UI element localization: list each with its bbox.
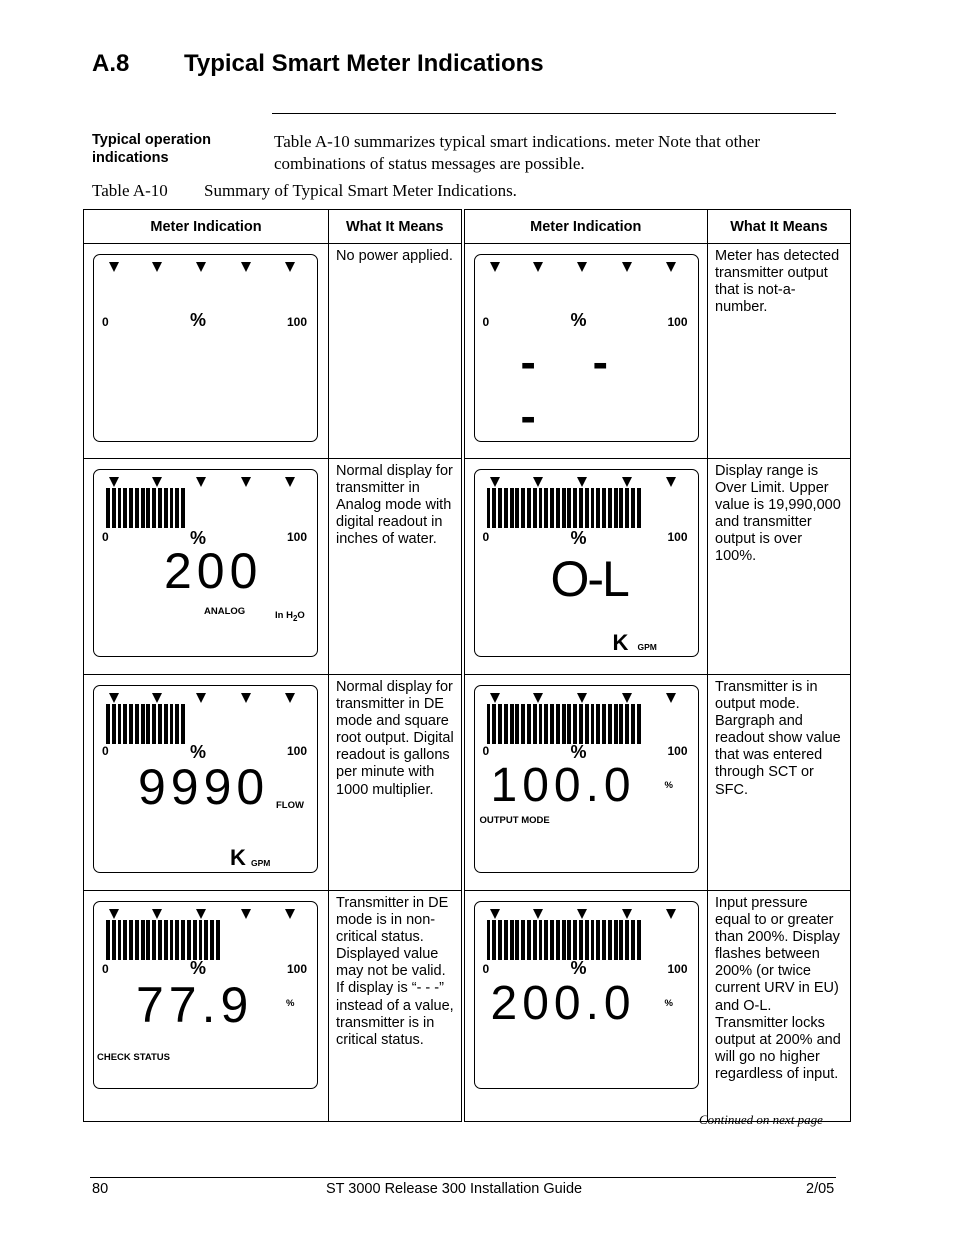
bargraph [487,488,643,528]
meter-indication-cell [463,244,708,459]
indicator-triangle-icon [152,477,162,487]
bargraph-segment [614,920,618,960]
meaning-cell: Transmitter in DE mode is in non-critical status. Displayed value may not be valid. If display is “- - -” instead of a value, transmitter is in critical status. [329,891,463,1122]
bargraph-segment [539,920,543,960]
bargraph-segment [492,920,496,960]
bargraph-segment [187,920,191,960]
indicator-triangle-icon [241,477,251,487]
mode-label: ANALOG [204,606,246,617]
header-meter-indication: Meter Indication [463,210,708,244]
indicator-triangle-icon [241,693,251,703]
bargraph-segment [527,488,531,528]
bargraph-segment [544,704,548,744]
header-what-it-means: What It Means [329,210,463,244]
bargraph-segment [492,704,496,744]
percent-sign: % [570,310,587,330]
meaning-cell: No power applied. [329,244,463,459]
indicator-triangle-icon [109,262,119,272]
scale-max: 100 [287,962,308,976]
table-row [84,675,851,891]
bargraph-segment [533,488,537,528]
bargraph-segment [141,920,145,960]
bargraph-segment [181,704,185,744]
indicator-triangle-icon [666,909,676,919]
bargraph-segment [637,704,641,744]
bargraph-segment [135,488,139,528]
indicator-triangle-icon [241,262,251,272]
lcd-readout: 9990 [138,759,270,815]
bargraph-segment [181,920,185,960]
bargraph-segment [602,488,606,528]
indicator-triangle-icon [622,693,632,703]
divider-rule [272,113,836,114]
bargraph-segment [550,920,554,960]
bargraph-segment [544,920,548,960]
bargraph-segment [596,704,600,744]
scale-max: 100 [667,962,688,976]
unit-label: GPM [251,858,271,868]
bargraph-segment [504,704,508,744]
bargraph-segment [498,920,502,960]
bargraph-segment [498,488,502,528]
header-meter-indication: Meter Indication [84,210,329,244]
bargraph-segment [106,488,110,528]
side-label: Typical operation indications [92,132,211,166]
meter-indication-cell [463,459,708,675]
bargraph-segment [619,488,623,528]
lcd-display-output-mode [474,685,699,873]
bargraph-segment [602,920,606,960]
intro-paragraph: Table A-10 summarizes typical smart indications. meter Note that other combinations of status messages are possible. [274,132,761,173]
bargraph-segment [510,704,514,744]
bargraph-segment [614,704,618,744]
bargraph-segment [585,488,589,528]
indicator-triangle-icon [152,693,162,703]
bargraph-segment [637,488,641,528]
meaning-cell: Normal display for transmitter in DE mode and square root output. Digital readout is gallons per minute with 1000 multiplier. [329,675,463,891]
bargraph-segment [515,920,519,960]
bargraph-segment [487,488,491,528]
footer-date: 2/05 [806,1181,835,1197]
bargraph-segment [608,488,612,528]
table-caption-number: Table A-10 [92,181,168,200]
section-number: A.8 [92,50,130,77]
bargraph-segment [533,920,537,960]
indicator-triangle-icon [622,262,632,272]
bargraph-segment [210,920,214,960]
bargraph-segment [118,704,122,744]
bargraph-segment [170,704,174,744]
bargraph-segment [556,488,560,528]
bargraph-segment [562,704,566,744]
lcd-readout: 200 [164,543,263,599]
indicator-triangle-icon [285,477,295,487]
lcd-display-flow [93,685,318,873]
bargraph-segment [614,488,618,528]
bargraph-segment [579,920,583,960]
bargraph-segment [164,488,168,528]
bargraph-segment [123,704,127,744]
scale-max: 100 [667,744,688,758]
table-caption [92,181,517,201]
bargraph-segment [498,704,502,744]
indicator-triangle-icon [533,477,543,487]
bargraph-segment [204,920,208,960]
bargraph-segment [562,920,566,960]
indicator-triangle-icon [490,262,500,272]
scale-max: 100 [287,744,308,758]
unit-label: GPM [637,642,657,652]
scale-min: 0 [102,962,109,976]
meter-indication-cell [84,244,329,459]
bargraph-segment [158,704,162,744]
bargraph-segment [591,488,595,528]
lcd-readout: O-L [550,551,628,607]
meter-indication-cell [463,675,708,891]
bargraph-segment [596,920,600,960]
scale-max: 100 [287,315,308,329]
table-row [84,244,851,459]
bargraph-segment [123,488,127,528]
footer-page-number: 80 [92,1181,109,1197]
table-header-row [84,210,851,244]
bargraph-segment [141,488,145,528]
bargraph-segment [550,488,554,528]
percent-sign: % [190,528,207,548]
scale-min: 0 [482,315,490,329]
continued-note: Continued on next page [699,1112,823,1127]
meter-indication-cell [84,459,329,675]
bargraph-segment [135,920,139,960]
indicator-triangle-icon [577,693,587,703]
percent-sign: % [570,528,587,548]
bargraph-segment [625,920,629,960]
bargraph-segment [164,920,168,960]
bargraph-segment [487,704,491,744]
bargraph-segment [602,704,606,744]
meaning-cell: Meter has detected transmitter output that is not-a-number. [708,244,851,459]
bargraph-segment [533,704,537,744]
bargraph-segment [170,488,174,528]
bargraph-segment [141,704,145,744]
table-caption-title: Summary of Typical Smart Meter Indications. [204,181,517,200]
bargraph-segment [129,704,133,744]
bargraph [106,920,222,960]
bargraph-segment [152,920,156,960]
bargraph-segment [504,488,508,528]
bargraph-segment [567,920,571,960]
bargraph-segment [193,920,197,960]
bargraph-segment [510,920,514,960]
table-row [84,459,851,675]
bargraph-segment [608,704,612,744]
lcd-display-analog [93,469,318,657]
bargraph-segment [146,704,150,744]
indicator-triangle-icon [152,909,162,919]
bargraph-segment [637,920,641,960]
meaning-cell: Display range is Over Limit. Upper value is 19,990,000 and transmitter output is over 100%. [708,459,851,675]
lcd-readout: 200.0 [490,977,636,1030]
bargraph-segment [146,488,150,528]
bargraph-segment [146,920,150,960]
indicator-triangle-icon [577,909,587,919]
indicator-triangle-icon [196,693,206,703]
indicator-triangle-icon [109,909,119,919]
scale-max: 100 [667,530,688,544]
scale-min: 0 [102,530,109,544]
bargraph-segment [591,704,595,744]
indicator-triangle-icon [152,262,162,272]
section-title: Typical Smart Meter Indications [184,50,544,77]
bargraph-segment [158,920,162,960]
bargraph-segment [112,704,116,744]
mode-label: OUTPUT MODE [479,815,550,826]
header-what-it-means: What It Means [708,210,851,244]
footer-title: ST 3000 Release 300 Installation Guide [326,1181,583,1197]
bargraph-segment [129,488,133,528]
bargraph-segment [112,488,116,528]
bargraph-segment [573,488,577,528]
bargraph-segment [550,704,554,744]
indicator-triangle-icon [533,262,543,272]
bargraph-segment [619,704,623,744]
scale-min: 0 [482,530,490,544]
bargraph-segment [164,704,168,744]
bargraph-segment [112,920,116,960]
bargraph-segment [527,920,531,960]
bargraph-segment [625,704,629,744]
bargraph-segment [585,920,589,960]
indicator-triangle-icon [109,693,119,703]
bargraph-segment [631,920,635,960]
bargraph-segment [567,704,571,744]
percent-sign: % [570,742,587,762]
bargraph-segment [625,488,629,528]
indicator-triangle-icon [666,262,676,272]
bargraph-segment [181,488,185,528]
bargraph [106,488,187,528]
indicator-triangle-icon [490,693,500,703]
meter-indication-cell [463,891,708,1122]
bargraph-segment [510,488,514,528]
indicator-triangle-icon [196,262,206,272]
scale-min: 0 [482,962,490,976]
indicator-triangle-icon [490,909,500,919]
lcd-readout: 100.0 [490,759,636,812]
indicator-triangle-icon [622,477,632,487]
bargraph-segment [158,488,162,528]
multiplier-label: K [612,630,629,655]
bargraph-segment [527,704,531,744]
indicator-triangle-icon [285,909,295,919]
table-row [84,891,851,1122]
scale-min: 0 [102,744,109,758]
bargraph-segment [175,704,179,744]
mode-label: CHECK STATUS [97,1052,171,1063]
bargraph-segment [175,920,179,960]
bargraph [487,704,643,744]
percent-sign: % [190,742,207,762]
bargraph-segment [521,920,525,960]
bargraph-segment [152,704,156,744]
bargraph-segment [521,488,525,528]
bargraph-segment [544,488,548,528]
bargraph-segment [515,704,519,744]
percent-sign: % [190,310,207,330]
bargraph-segment [556,920,560,960]
indicator-triangle-icon [533,693,543,703]
unit-label: % [286,998,295,1009]
bargraph-segment [504,920,508,960]
meaning-cell: Input pressure equal to or greater than 200%. Display flashes between 200% (or twice current URV in EU) and O-L. Transmitter locks output at 200% and will go no higher regardless of input. [708,891,851,1122]
scale-min: 0 [102,315,109,329]
bargraph-segment [573,920,577,960]
bargraph-segment [521,704,525,744]
meter-indication-cell [84,891,329,1122]
indicator-triangle-icon [285,262,295,272]
lcd-readout: - - - [520,336,630,442]
indicator-triangle-icon [285,693,295,703]
bargraph-segment [579,704,583,744]
unit-label: In $H_2O$ [275,610,305,623]
section-heading [92,50,544,78]
indicator-triangle-icon [577,262,587,272]
indicator-triangle-icon [666,477,676,487]
bargraph-segment [539,488,543,528]
bargraph-segment [596,488,600,528]
scale-max: 100 [667,315,688,329]
bargraph-segment [216,920,220,960]
bargraph-segment [515,488,519,528]
bargraph-segment [608,920,612,960]
bargraph-segment [129,920,133,960]
bargraph-segment [562,488,566,528]
indicator-triangle-icon [577,477,587,487]
indicator-triangle-icon [533,909,543,919]
scale-min: 0 [482,744,490,758]
indicator-triangle-icon [241,909,251,919]
unit-label: % [664,780,673,791]
mode-label: FLOW [276,800,304,811]
indicator-triangle-icon [196,909,206,919]
bargraph [106,704,187,744]
bargraph-segment [591,920,595,960]
bargraph-segment [199,920,203,960]
bargraph-segment [579,488,583,528]
indicator-triangle-icon [196,477,206,487]
bargraph-segment [487,920,491,960]
unit-label: % [664,998,673,1009]
bargraph-segment [152,488,156,528]
bargraph-segment [106,920,110,960]
bargraph-segment [106,704,110,744]
bargraph-segment [567,488,571,528]
indicator-triangle-icon [666,693,676,703]
indicator-triangle-icon [490,477,500,487]
indicator-triangle-icon [109,477,119,487]
bargraph-segment [135,704,139,744]
lcd-display-over-range [474,901,699,1089]
percent-sign: % [570,958,587,978]
smart-meter-table [83,209,851,1122]
bargraph-segment [573,704,577,744]
bargraph-segment [118,488,122,528]
indicator-triangle-icon [622,909,632,919]
footer-rule [90,1177,836,1178]
bargraph-segment [123,920,127,960]
bargraph-segment [585,704,589,744]
bargraph-segment [118,920,122,960]
scale-max: 100 [287,530,308,544]
multiplier-label: K [230,845,246,870]
bargraph-segment [175,488,179,528]
lcd-display-nan [474,254,699,442]
bargraph-segment [631,488,635,528]
lcd-display-check-status [93,901,318,1089]
bargraph-segment [539,704,543,744]
bargraph-segment [556,704,560,744]
meter-indication-cell [84,675,329,891]
meaning-cell: Transmitter is in output mode. Bargraph and readout show value that was entered through SCT or SFC. [708,675,851,891]
lcd-readout: 77.9 [136,977,254,1033]
bargraph-segment [631,704,635,744]
bargraph-segment [619,920,623,960]
lcd-display-no-power [93,254,318,442]
bargraph [487,920,643,960]
meaning-cell: Normal display for transmitter in Analog mode with digital readout in inches of water. [329,459,463,675]
bargraph-segment [170,920,174,960]
lcd-display-over-limit [474,469,699,657]
percent-sign: % [190,958,207,978]
bargraph-segment [492,488,496,528]
